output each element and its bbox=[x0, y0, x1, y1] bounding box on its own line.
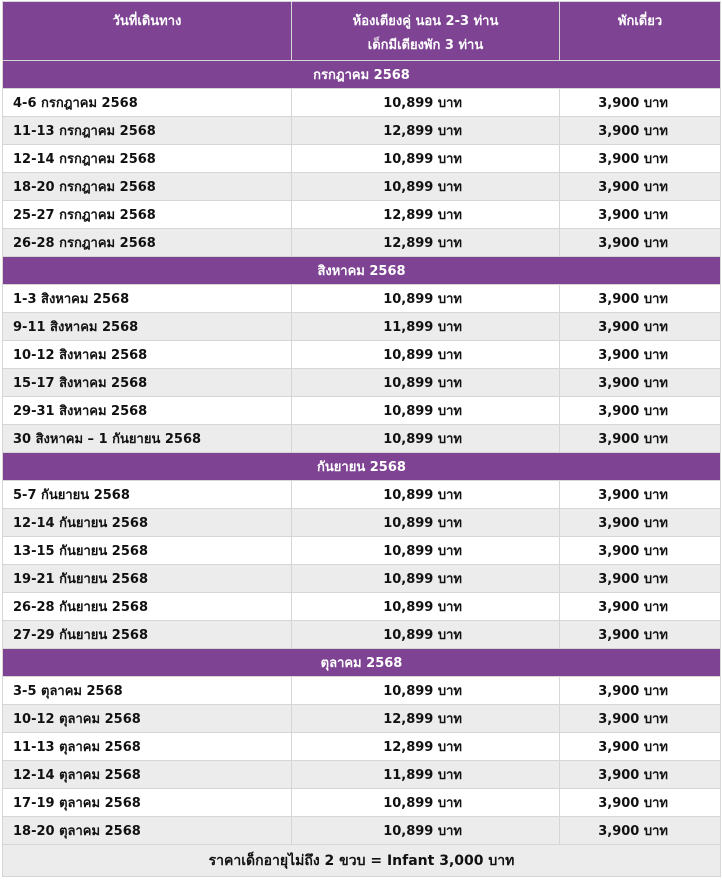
table-row bbox=[3, 565, 721, 593]
month-label: สิงหาคม 2568 bbox=[3, 257, 721, 285]
header-double-room bbox=[292, 2, 560, 61]
single-room-price-cell: 3,900 บาท bbox=[560, 733, 721, 761]
month-label: ตุลาคม 2568 bbox=[3, 649, 721, 677]
double-room-price-cell: 10,899 บาท bbox=[292, 285, 560, 313]
single-room-price-cell: 3,900 บาท bbox=[560, 229, 721, 257]
travel-date-cell: 25-27 กรกฎาคม 2568 bbox=[3, 201, 292, 229]
travel-date-cell: 12-14 กันยายน 2568 bbox=[3, 509, 292, 537]
single-room-price-cell: 3,900 บาท bbox=[560, 425, 721, 453]
travel-date-cell: 15-17 สิงหาคม 2568 bbox=[3, 369, 292, 397]
single-room-price-cell: 3,900 บาท bbox=[560, 789, 721, 817]
single-room-price-cell: 3,900 บาท bbox=[560, 537, 721, 565]
double-room-price-cell: 12,899 บาท bbox=[292, 201, 560, 229]
header-travel-date-label: วันที่เดินทาง bbox=[112, 14, 182, 29]
single-room-price-cell: 3,900 บาท bbox=[560, 761, 721, 789]
double-room-price-cell: 10,899 บาท bbox=[292, 89, 560, 117]
double-room-price-cell: 12,899 บาท bbox=[292, 229, 560, 257]
double-room-price-cell: 10,899 บาท bbox=[292, 481, 560, 509]
month-header-row bbox=[3, 61, 721, 89]
table-row bbox=[3, 621, 721, 649]
month-header-row bbox=[3, 257, 721, 285]
travel-date-cell: 26-28 กรกฎาคม 2568 bbox=[3, 229, 292, 257]
double-room-price-cell: 12,899 บาท bbox=[292, 705, 560, 733]
travel-date-cell: 13-15 กันยายน 2568 bbox=[3, 537, 292, 565]
travel-date-cell: 11-13 กรกฎาคม 2568 bbox=[3, 117, 292, 145]
double-room-price-cell: 10,899 บาท bbox=[292, 341, 560, 369]
table-row bbox=[3, 89, 721, 117]
double-room-price-cell: 12,899 บาท bbox=[292, 117, 560, 145]
travel-date-cell: 10-12 ตุลาคม 2568 bbox=[3, 705, 292, 733]
table-row bbox=[3, 761, 721, 789]
header-single-room bbox=[560, 2, 721, 61]
header-double-room-line2: เด็กมีเตียงพัก 3 ท่าน bbox=[367, 38, 484, 53]
header-single-room-label: พักเดี่ยว bbox=[617, 14, 663, 29]
double-room-price-cell: 10,899 บาท bbox=[292, 593, 560, 621]
double-room-price-cell: 10,899 บาท bbox=[292, 425, 560, 453]
header-travel-date bbox=[3, 2, 292, 61]
single-room-price-cell: 3,900 บาท bbox=[560, 201, 721, 229]
double-room-price-cell: 12,899 บาท bbox=[292, 733, 560, 761]
table-row bbox=[3, 789, 721, 817]
single-room-price-cell: 3,900 บาท bbox=[560, 565, 721, 593]
single-room-price-cell: 3,900 บาท bbox=[560, 173, 721, 201]
double-room-price-cell: 10,899 บาท bbox=[292, 509, 560, 537]
table-row bbox=[3, 509, 721, 537]
table-row bbox=[3, 229, 721, 257]
double-room-price-cell: 11,899 บาท bbox=[292, 761, 560, 789]
travel-date-cell: 17-19 ตุลาคม 2568 bbox=[3, 789, 292, 817]
table-row bbox=[3, 397, 721, 425]
single-room-price-cell: 3,900 บาท bbox=[560, 89, 721, 117]
table-row bbox=[3, 369, 721, 397]
month-label: กรกฎาคม 2568 bbox=[3, 61, 721, 89]
table-row bbox=[3, 593, 721, 621]
price-table bbox=[2, 1, 721, 877]
single-room-price-cell: 3,900 บาท bbox=[560, 313, 721, 341]
single-room-price-cell: 3,900 บาท bbox=[560, 145, 721, 173]
travel-date-cell: 12-14 กรกฎาคม 2568 bbox=[3, 145, 292, 173]
table-body bbox=[3, 61, 721, 845]
table-row bbox=[3, 285, 721, 313]
double-room-price-cell: 11,899 บาท bbox=[292, 313, 560, 341]
single-room-price-cell: 3,900 บาท bbox=[560, 677, 721, 705]
footer-row bbox=[3, 845, 721, 877]
table-row bbox=[3, 173, 721, 201]
travel-date-cell: 30 สิงหาคม – 1 กันยายน 2568 bbox=[3, 425, 292, 453]
travel-date-cell: 18-20 ตุลาคม 2568 bbox=[3, 817, 292, 845]
table-row bbox=[3, 341, 721, 369]
table-row bbox=[3, 425, 721, 453]
table-row bbox=[3, 733, 721, 761]
travel-date-cell: 9-11 สิงหาคม 2568 bbox=[3, 313, 292, 341]
table-row bbox=[3, 677, 721, 705]
table-row bbox=[3, 313, 721, 341]
month-label: กันยายน 2568 bbox=[3, 453, 721, 481]
single-room-price-cell: 3,900 บาท bbox=[560, 117, 721, 145]
double-room-price-cell: 10,899 บาท bbox=[292, 817, 560, 845]
travel-date-cell: 1-3 สิงหาคม 2568 bbox=[3, 285, 292, 313]
single-room-price-cell: 3,900 บาท bbox=[560, 397, 721, 425]
table-row bbox=[3, 145, 721, 173]
travel-date-cell: 19-21 กันยายน 2568 bbox=[3, 565, 292, 593]
travel-date-cell: 10-12 สิงหาคม 2568 bbox=[3, 341, 292, 369]
travel-date-cell: 5-7 กันยายน 2568 bbox=[3, 481, 292, 509]
double-room-price-cell: 10,899 บาท bbox=[292, 565, 560, 593]
double-room-price-cell: 10,899 บาท bbox=[292, 621, 560, 649]
double-room-price-cell: 10,899 บาท bbox=[292, 789, 560, 817]
double-room-price-cell: 10,899 บาท bbox=[292, 173, 560, 201]
single-room-price-cell: 3,900 บาท bbox=[560, 593, 721, 621]
single-room-price-cell: 3,900 บาท bbox=[560, 509, 721, 537]
header-double-room-line1: ห้องเตียงคู่ นอน 2-3 ท่าน bbox=[352, 14, 499, 29]
travel-date-cell: 4-6 กรกฎาคม 2568 bbox=[3, 89, 292, 117]
table-row bbox=[3, 117, 721, 145]
table-row bbox=[3, 537, 721, 565]
single-room-price-cell: 3,900 บาท bbox=[560, 481, 721, 509]
single-room-price-cell: 3,900 บาท bbox=[560, 817, 721, 845]
month-header-row bbox=[3, 453, 721, 481]
travel-date-cell: 3-5 ตุลาคม 2568 bbox=[3, 677, 292, 705]
travel-date-cell: 27-29 กันยายน 2568 bbox=[3, 621, 292, 649]
infant-price-note: ราคาเด็กอายุไม่ถึง 2 ขวบ = Infant 3,000 บาท bbox=[3, 845, 721, 877]
double-room-price-cell: 10,899 บาท bbox=[292, 677, 560, 705]
table-row bbox=[3, 481, 721, 509]
travel-date-cell: 26-28 กันยายน 2568 bbox=[3, 593, 292, 621]
month-header-row bbox=[3, 649, 721, 677]
travel-date-cell: 12-14 ตุลาคม 2568 bbox=[3, 761, 292, 789]
double-room-price-cell: 10,899 บาท bbox=[292, 537, 560, 565]
double-room-price-cell: 10,899 บาท bbox=[292, 145, 560, 173]
single-room-price-cell: 3,900 บาท bbox=[560, 285, 721, 313]
travel-date-cell: 11-13 ตุลาคม 2568 bbox=[3, 733, 292, 761]
single-room-price-cell: 3,900 บาท bbox=[560, 621, 721, 649]
travel-date-cell: 18-20 กรกฎาคม 2568 bbox=[3, 173, 292, 201]
travel-date-cell: 29-31 สิงหาคม 2568 bbox=[3, 397, 292, 425]
double-room-price-cell: 10,899 บาท bbox=[292, 369, 560, 397]
double-room-price-cell: 10,899 บาท bbox=[292, 397, 560, 425]
single-room-price-cell: 3,900 บาท bbox=[560, 369, 721, 397]
single-room-price-cell: 3,900 บาท bbox=[560, 341, 721, 369]
single-room-price-cell: 3,900 บาท bbox=[560, 705, 721, 733]
table-header-row bbox=[3, 2, 721, 61]
table-row bbox=[3, 705, 721, 733]
table-row bbox=[3, 817, 721, 845]
table-row bbox=[3, 201, 721, 229]
